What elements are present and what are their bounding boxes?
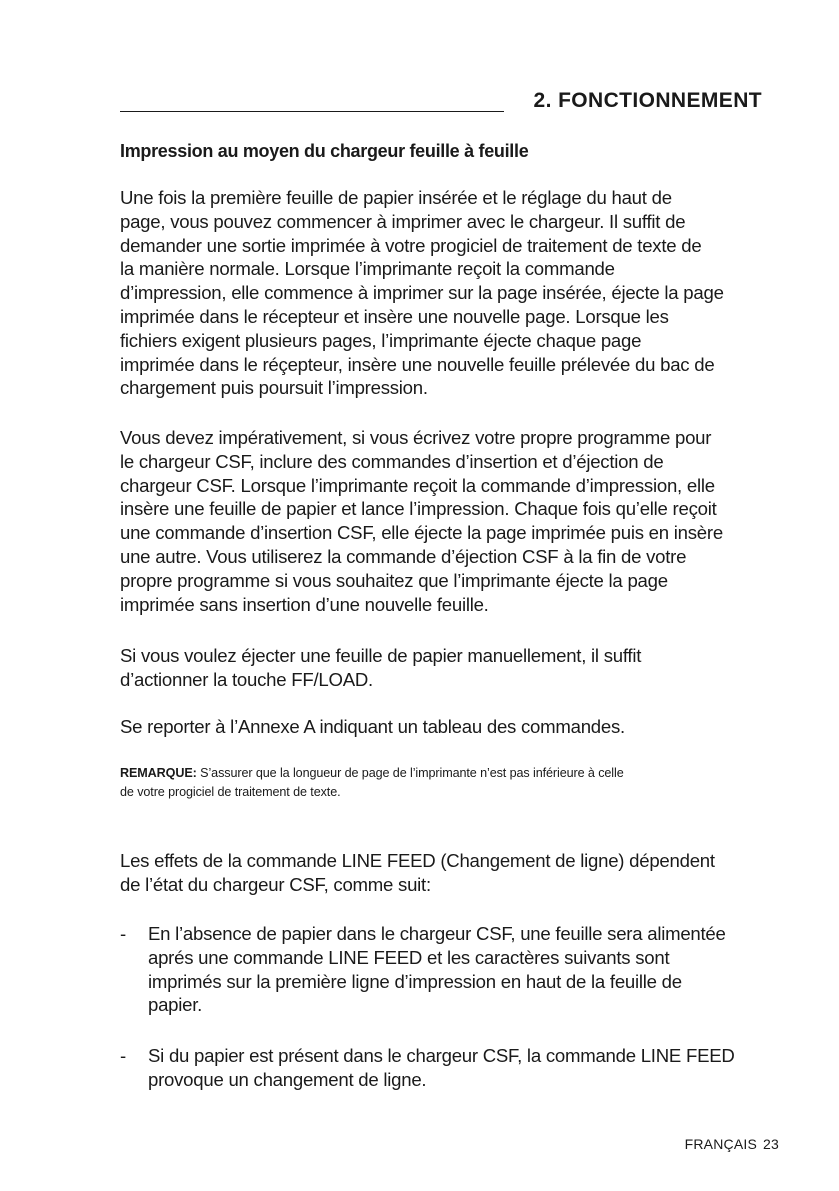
section-title: Impression au moyen du chargeur feuille à feuille xyxy=(120,141,529,161)
text-line: la manière normale. Lorsque l’imprimante reçoit la commande xyxy=(120,258,615,280)
chapter-heading xyxy=(534,89,763,113)
bullet-dash: - xyxy=(120,1045,126,1066)
text-line: propre programme si vous souhaitez que l’imprimante éjecte la page xyxy=(120,569,668,591)
text-line: aprés une commande LINE FEED et les caractères suivants sont xyxy=(148,946,670,968)
text-line: insère une feuille de papier et lance l’impression. Chaque fois qu’elle reçoit xyxy=(120,498,717,520)
text-line: chargement puis poursuit l’impression. xyxy=(120,377,428,399)
text-line: papier. xyxy=(148,994,203,1016)
header-rule xyxy=(120,111,504,112)
text-line: d’actionner la touche FF/LOAD. xyxy=(120,668,373,690)
chapter-header xyxy=(120,86,762,120)
text-line: page, vous pouvez commencer à imprimer avec le chargeur. Il suffit de xyxy=(120,210,686,232)
note-text: S’assurer que la longueur de page de l’imprimante n’est pas inférieure à celle xyxy=(196,766,624,780)
text-line: fichiers exigent plusieurs pages, l’imprimante éjecte chaque page xyxy=(120,329,642,351)
paragraph-manual-eject xyxy=(120,644,770,692)
chapter-number: 2. xyxy=(533,89,552,112)
list-item-text xyxy=(148,922,770,1017)
text-line: Si vous voulez éjecter une feuille de papier manuellement, il suffit xyxy=(120,645,642,666)
text-line: En l’absence de papier dans le chargeur CSF, une feuille sera alimentée xyxy=(148,923,726,944)
page-number: 23 xyxy=(763,1136,779,1152)
paragraph-program xyxy=(120,426,770,616)
paragraph-line-feed xyxy=(120,849,770,897)
note-label: REMARQUE: xyxy=(120,766,197,780)
note-text: de votre progiciel de traitement de texte. xyxy=(120,784,341,799)
text-line: Une fois la première feuille de papier insérée et le réglage du haut de xyxy=(120,187,672,208)
text-line: de l’état du chargeur CSF, comme suit: xyxy=(120,873,431,895)
text-line: imprimée dans le récepteur et insère une nouvelle page. Lorsque les xyxy=(120,305,669,327)
text-line: le chargeur CSF, inclure des commandes d’insertion et d’éjection de xyxy=(120,450,664,472)
chapter-title: FONCTIONNEMENT xyxy=(558,89,762,112)
bullet-dash: - xyxy=(120,923,126,944)
text-line: une autre. Vous utiliserez la commande d’éjection CSF à la fin de votre xyxy=(120,545,687,567)
text-line: Vous devez impérativement, si vous écrivez votre propre programme pour xyxy=(120,427,712,448)
text-line: d’impression, elle commence à imprimer sur la page insérée, éjecte la page xyxy=(120,282,724,304)
footer-language: FRANÇAIS xyxy=(684,1136,758,1152)
text-line: provoque un changement de ligne. xyxy=(148,1068,427,1090)
text-line: demander une sortie imprimée à votre progiciel de traitement de texte de xyxy=(120,234,702,256)
list-item-text xyxy=(148,1044,770,1092)
page-footer xyxy=(685,1136,779,1152)
text-line: Se reporter à l’Annexe A indiquant un tableau des commandes. xyxy=(120,716,625,737)
text-line: Si du papier est présent dans le chargeur CSF, la commande LINE FEED xyxy=(148,1045,735,1066)
text-line: imprimée dans le réçepteur, insère une nouvelle feuille prélevée du bac de xyxy=(120,353,715,375)
text-line: imprimée sans insertion d’une nouvelle feuille. xyxy=(120,593,489,615)
text-line: une commande d’insertion CSF, elle éjecte la page imprimée puis en insère xyxy=(120,522,723,544)
text-line: Les effets de la commande LINE FEED (Changement de ligne) dépendent xyxy=(120,850,715,871)
text-line: chargeur CSF. Lorsque l’imprimante reçoit la commande d’impression, elle xyxy=(120,474,715,496)
paragraph-annex-reference xyxy=(120,715,770,739)
paragraph-intro xyxy=(120,186,770,400)
note-remark xyxy=(120,764,770,801)
text-line: imprimés sur la première ligne d’impression en haut de la feuille de xyxy=(148,970,682,992)
